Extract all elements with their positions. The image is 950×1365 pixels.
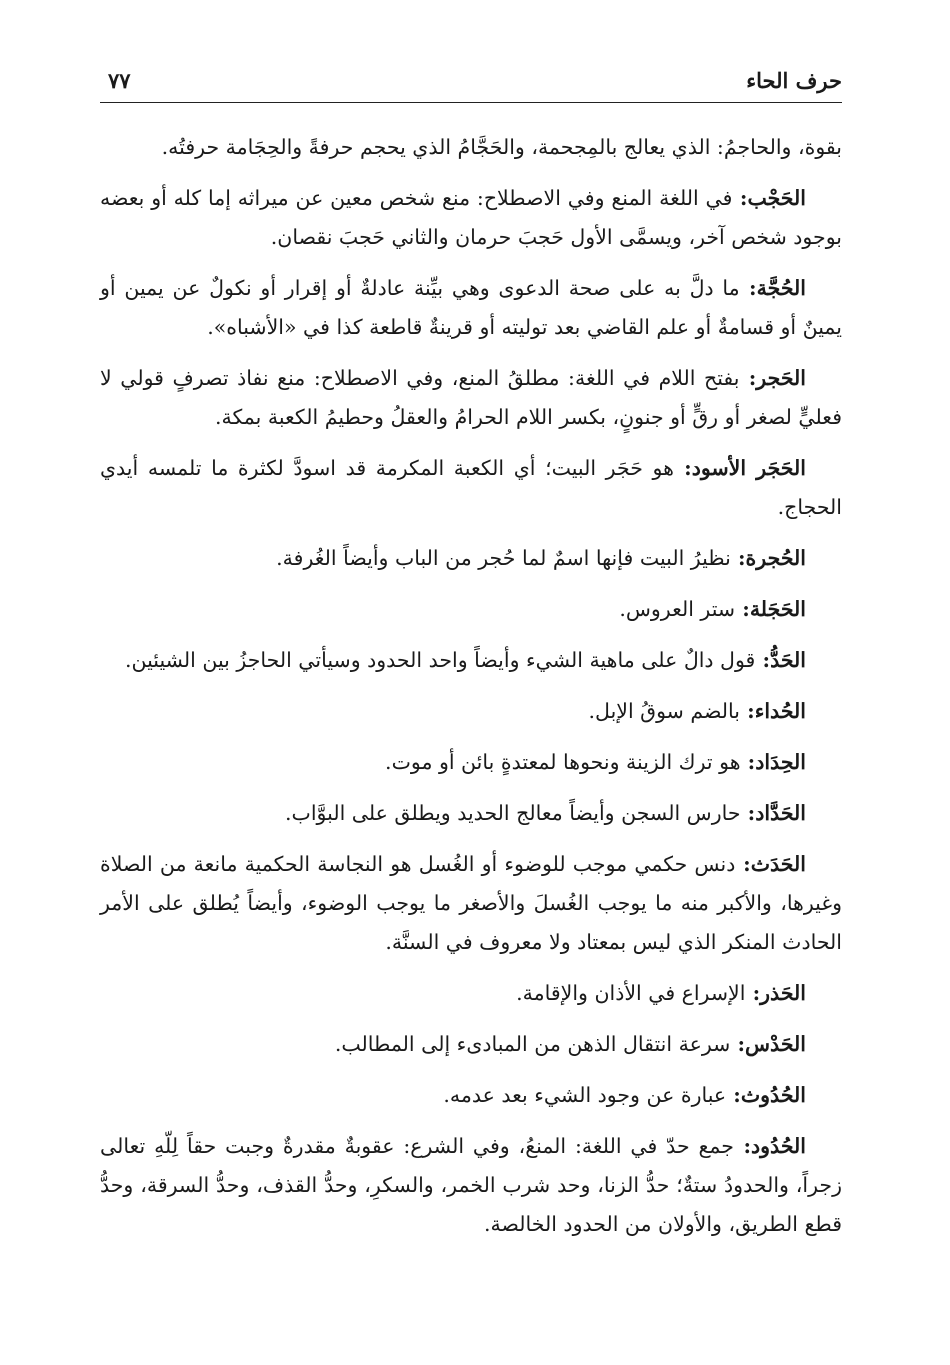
entry-headword: الحِدَاد bbox=[755, 750, 806, 774]
entry-headword: الحَدُّ bbox=[770, 648, 806, 672]
entry-headword: الحَجَر الأسود bbox=[691, 456, 806, 480]
running-title: حرف الحاء bbox=[746, 68, 842, 93]
entry-headword: الحَذر bbox=[760, 981, 806, 1005]
entry-headword: الحُدُود bbox=[751, 1134, 806, 1158]
entry-definition: دنس حكمي موجب للوضوء أو الغُسل هو النجاسة الحكمية مانعة من الصلاة وغيرها، والأكبر منه ما يوجب الغُسلَ والأصغر ما يوجب الوضوء، وأيضاً يُطلق على الأمر الحادث المنكر الذي ليس بمعتاد ولا معروف في السنَّة. bbox=[100, 852, 842, 954]
entry-headword: الحَدْس bbox=[745, 1032, 806, 1056]
dictionary-entry: الحُدُوث: عبارة عن وجود الشيء بعد عدمه. bbox=[443, 1083, 806, 1107]
entry-headword: الحُدُوث bbox=[740, 1083, 806, 1107]
entry-definition: نظيرُ البيت فإنها اسمٌ لما حُجر من الباب وأيضاً الغُرفة. bbox=[276, 546, 731, 570]
entry-headword: الحَدَّاد bbox=[755, 801, 806, 825]
dictionary-entry: الحَدَث: دنس حكمي موجب للوضوء أو الغُسل هو النجاسة الحكمية مانعة من الصلاة وغيرها، والأكبر منه ما يوجب الغُسلَ والأصغر ما يوجب الوضوء، وأيضاً يُطلق على الأمر الحادث المنكر الذي ليس بمعتاد ولا معروف في السنَّة. bbox=[100, 852, 842, 954]
page-header bbox=[100, 62, 842, 103]
entry-definition: جمع حدّ في اللغة: المنعُ، وفي الشرع: عقوبةٌ مقدرةٌ وجبت حقاً لِلّهِ تعالى زجراً، والحدودُ ستةٌ؛ حدُّ الزنا، وحد شرب الخمر، والسكرِ، وحدُّ القذف، وحدُّ السرقة، وحدُّ قطع الطريق، والأولان من الحدود الخالصة. bbox=[100, 1134, 842, 1236]
entry-definition: الإسراع في الأذان والإقامة. bbox=[516, 981, 746, 1005]
continuation-paragraph: بقوة، والحاجمُ: الذي يعالج بالمِجحمة، والحَجَّامُ الذي يحجم حرفةً والحِجَامة حرفتُه. bbox=[161, 135, 842, 159]
dictionary-entry: الحِدَاد: هو ترك الزينة ونحوها لمعتدةٍ بائن أو موت. bbox=[385, 750, 806, 774]
entry-definition: ستر العروس. bbox=[619, 597, 736, 621]
dictionary-entry: الحَجْب: في اللغة المنع وفي الاصطلاح: منع شخص معين عن ميراثه إما كله أو بعضه بوجود شخص آخر، ويسمَّى الأول حَجبَ حرمان والثاني حَجبَ نقصان. bbox=[100, 186, 842, 249]
page-body bbox=[100, 128, 842, 1256]
entry-definition: بالضم سوقُ الإبل. bbox=[588, 699, 740, 723]
dictionary-entry: الحَذر: الإسراع في الأذان والإقامة. bbox=[516, 981, 806, 1005]
dictionary-entry: الحَدُّ: قول دالٌ على ماهية الشيء وأيضاً واحد الحدود وسيأتي الحاجزُ بين الشيئين. bbox=[124, 648, 806, 672]
dictionary-entry: الحُدُود: جمع حدّ في اللغة: المنعُ، وفي الشرع: عقوبةٌ مقدرةٌ وجبت حقاً لِلّهِ تعالى زجراً، والحدودُ ستةٌ؛ حدُّ الزنا، وحد شرب الخمر، والسكرِ، وحدُّ القذف، وحدُّ السرقة، وحدُّ قطع الطريق، والأولان من الحدود الخالصة. bbox=[100, 1134, 842, 1236]
entry-definition: حارس السجن وأيضاً معالج الحديد ويطلق على البوَّاب. bbox=[285, 801, 741, 825]
dictionary-entry: الحَدَّاد: حارس السجن وأيضاً معالج الحديد ويطلق على البوَّاب. bbox=[285, 801, 806, 825]
entry-definition: هو حَجَر البيت؛ أي الكعبة المكرمة قد اسودَّ لكثرة ما تلمسه أيدي الحجاج. bbox=[100, 456, 842, 519]
entry-headword: الحَجَلة bbox=[749, 597, 806, 621]
entry-headword: الحَجر bbox=[756, 366, 806, 390]
entry-definition: عبارة عن وجود الشيء بعد عدمه. bbox=[443, 1083, 727, 1107]
dictionary-entry: الحُجرة: نظيرُ البيت فإنها اسمٌ لما حُجر من الباب وأيضاً الغُرفة. bbox=[276, 546, 806, 570]
entry-headword: الحَجْب bbox=[747, 186, 806, 210]
dictionary-entry: الحَجر: بفتح اللام في اللغة: مطلقُ المنع، وفي الاصطلاح: منع نفاذ تصرفٍ قولي لا فعليٍّ لصغر أو رقٍّ أو جنونٍ، بكسر اللام الحرامُ والعقلُ وحطيمُ الكعبة بمكة. bbox=[100, 366, 842, 429]
entry-definition: ما دلَّ به على صحة الدعوى وهي بيِّنة عادلةٌ أو إقرار أو نكولٌ عن يمين أو يمينٌ أو قسامةٌ أو علم القاضي بعد توليته أو قرينةٌ قاطعة كذا في «الأشباه». bbox=[100, 276, 842, 339]
dictionary-entry: الحَجَر الأسود: هو حَجَر البيت؛ أي الكعبة المكرمة قد اسودَّ لكثرة ما تلمسه أيدي الحجاج. bbox=[100, 456, 842, 519]
entry-headword: الحُجرة bbox=[745, 546, 806, 570]
entry-definition: في اللغة المنع وفي الاصطلاح: منع شخص معين عن ميراثه إما كله أو بعضه بوجود شخص آخر، ويسمَّى الأول حَجبَ حرمان والثاني حَجبَ نقصان. bbox=[100, 186, 842, 249]
entry-definition: قول دالٌ على ماهية الشيء وأيضاً واحد الحدود وسيأتي الحاجزُ بين الشيئين. bbox=[124, 648, 756, 672]
page-number: ٧٧ bbox=[108, 68, 131, 93]
entry-headword: الحُداء bbox=[754, 699, 806, 723]
dictionary-entry: الحُجَّة: ما دلَّ به على صحة الدعوى وهي بيِّنة عادلةٌ أو إقرار أو نكولٌ عن يمين أو يمينٌ أو قسامةٌ أو علم القاضي بعد توليته أو قرينةٌ قاطعة كذا في «الأشباه». bbox=[100, 276, 842, 339]
entry-definition: سرعة انتقال الذهن من المبادىء إلى المطالب. bbox=[334, 1032, 731, 1056]
dictionary-entry: الحَجَلة: ستر العروس. bbox=[619, 597, 806, 621]
dictionary-entry: الحَدْس: سرعة انتقال الذهن من المبادىء إلى المطالب. bbox=[334, 1032, 806, 1056]
entry-definition: هو ترك الزينة ونحوها لمعتدةٍ بائن أو موت. bbox=[385, 750, 741, 774]
entry-headword: الحُجَّة bbox=[756, 276, 806, 300]
entry-definition: بفتح اللام في اللغة: مطلقُ المنع، وفي الاصطلاح: منع نفاذ تصرفٍ قولي لا فعليٍّ لصغر أو رقٍّ أو جنونٍ، بكسر اللام الحرامُ والعقلُ وحطيمُ الكعبة بمكة. bbox=[100, 366, 842, 429]
entry-headword: الحَدَث bbox=[750, 852, 806, 876]
dictionary-entry: الحُداء: بالضم سوقُ الإبل. bbox=[588, 699, 806, 723]
